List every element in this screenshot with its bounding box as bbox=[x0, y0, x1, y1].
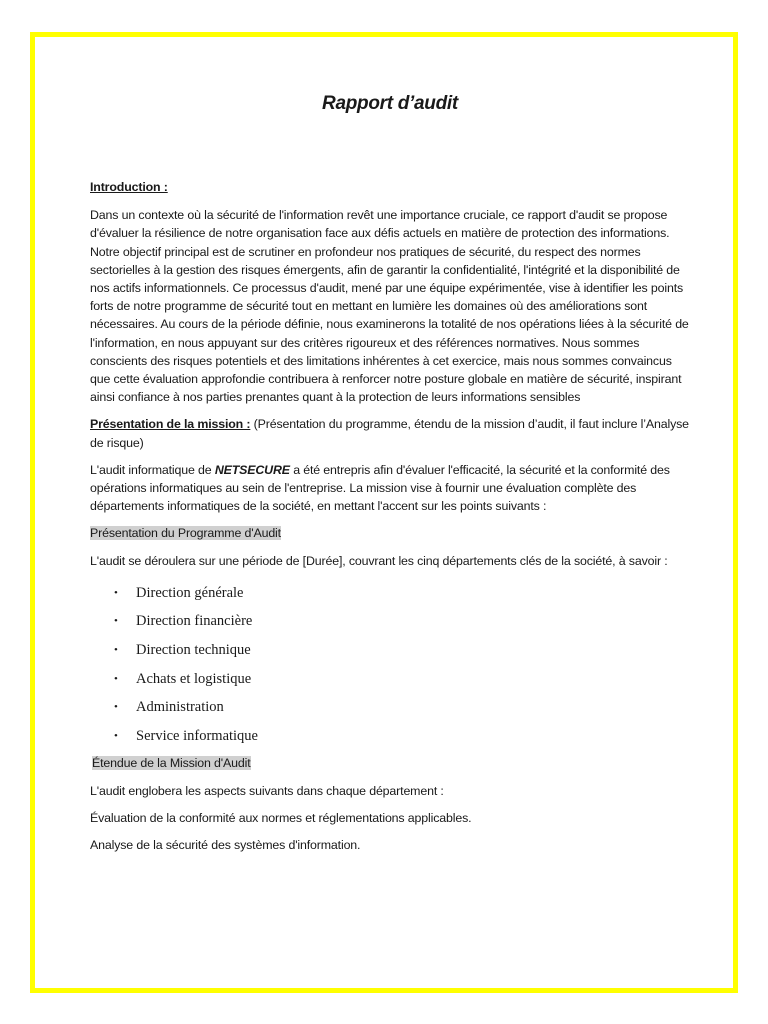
bullet-icon: • bbox=[114, 615, 118, 628]
programme-heading-paragraph bbox=[90, 524, 690, 542]
mission-body-prefix: L'audit informatique de bbox=[90, 462, 215, 477]
bullet-icon: • bbox=[114, 701, 118, 714]
department-label: Service informatique bbox=[136, 727, 258, 744]
list-item bbox=[114, 607, 690, 636]
document-title: Rapport d’audit bbox=[322, 93, 458, 114]
bullet-icon: • bbox=[114, 729, 118, 742]
list-item bbox=[114, 665, 690, 694]
list-item bbox=[114, 579, 690, 608]
etendue-heading: Étendue de la Mission d'Audit bbox=[92, 756, 251, 771]
etendue-line: Évaluation de la conformité aux normes et réglementations applicables. bbox=[90, 810, 472, 825]
programme-body: L'audit se déroulera sur une période de [Durée], couvrant les cinq départements clés de la société, à savoir : bbox=[90, 553, 668, 568]
bullet-icon: • bbox=[114, 644, 118, 657]
mission-heading: Présentation de la mission : bbox=[90, 417, 251, 432]
departments-list bbox=[90, 579, 690, 751]
intro-heading: Introduction : bbox=[90, 180, 168, 194]
programme-heading: Présentation du Programme d'Audit bbox=[90, 526, 281, 541]
etendue-line: L'audit englobera les aspects suivants dans chaque département : bbox=[90, 783, 444, 798]
mission-body bbox=[90, 461, 690, 516]
bullet-icon: • bbox=[114, 672, 118, 685]
list-item bbox=[114, 693, 690, 722]
department-label: Direction technique bbox=[136, 642, 251, 659]
bullet-icon: • bbox=[114, 586, 118, 599]
intro-body: Dans un contexte où la sécurité de l'information revêt une importance cruciale, ce rapport d'audit se propose d'évaluer la résilience de notre organisation face aux défis actuels en matière de protection des informations. Notre objectif principal est de scrutiner en profondeur nos pratiques de sécurité, du respect des normes sectorielles à la gestion des risques émergents, afin de garantir la confidentialité, l'intégrité et la disponibilité de nos actifs informationnels. Ce processus d'audit, mené par une équipe expérimentée, vise à identifier les points forts de notre programme de sécurité tout en mettant en lumière les domaines où des améliorations sont nécessaires. Au cours de la période définie, nous examinerons la totalité de nos opérations liées à la sécurité de l'information, en nous appuyant sur des critères rigoureux et des références normatives. Nous sommes conscients des risques potentiels et des limitations inhérentes à cet exercice, mais nous sommes convaincus que cette évaluation approfondie contribuera à renforcer notre posture globale en matière de sécurité, inspirant ainsi confiance à nos parties prenantes quant à la protection de leurs informations sensibles bbox=[90, 208, 689, 405]
department-label: Direction financière bbox=[136, 613, 253, 630]
mission-heading-paragraph bbox=[90, 415, 690, 451]
company-name: NETSECURE bbox=[214, 462, 290, 477]
department-label: Administration bbox=[136, 699, 224, 716]
document-page bbox=[30, 32, 738, 993]
intro-heading-paragraph bbox=[90, 178, 690, 196]
mission-body-suffix: a été entrepris afin d'évaluer l'efficacité, la sécurité et la conformité des opérations informatiques au sein de l'entreprise. La mission vise à fournir une évaluation complète des départements informatiques de la société, en mettant l'accent sur les points suivants : bbox=[90, 462, 670, 514]
document-body bbox=[90, 92, 690, 863]
mission-heading-note: (Présentation du programme, étendu de la mission d’audit, il faut inclure l’Analyse de risque) bbox=[90, 417, 689, 450]
list-item bbox=[114, 722, 690, 751]
department-label: Direction générale bbox=[136, 584, 244, 601]
etendue-line: Analyse de la sécurité des systèmes d'information. bbox=[90, 838, 361, 853]
etendue-heading-paragraph bbox=[92, 754, 690, 772]
list-item bbox=[114, 636, 690, 665]
department-label: Achats et logistique bbox=[136, 670, 252, 687]
